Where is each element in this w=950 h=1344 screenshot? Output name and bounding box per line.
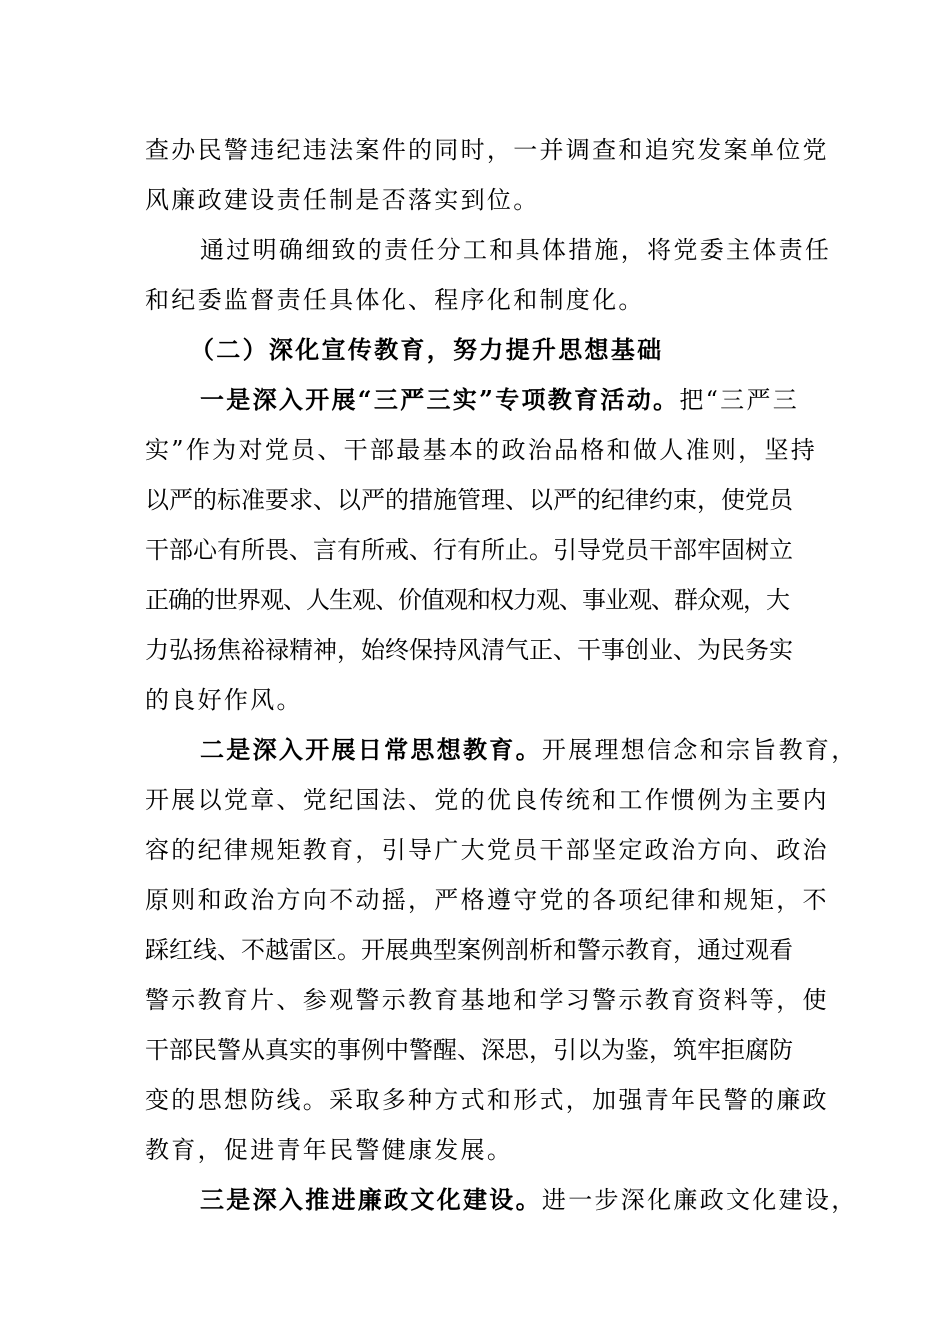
paragraph-line: 变的思想防线。采取多种方式和形式，加强青年民警的廉政 [145,1086,829,1114]
paragraph-line: 教育，促进青年民警健康发展。 [145,1136,514,1164]
paragraph-line: 以严的标准要求、以严的措施管理、以严的纪律约束，使党员 [145,486,793,514]
paragraph-line: 风廉政建设责任制是否落实到位。 [145,186,540,214]
paragraph-line: 正确的世界观、人生观、价值观和权力观、事业观、群众观，大 [145,586,789,614]
paragraph-line: 踩红线、不越雷区。开展典型案例剖析和警示教育，通过观看 [145,936,793,964]
paragraph-lead: 一是深入开展“三严三实”专项教育活动。 [200,385,680,414]
paragraph-line: 和纪委监督责任具体化、程序化和制度化。 [145,286,645,314]
paragraph-text: 进一步深化廉政文化建设， [541,1186,858,1214]
paragraph-lead: 二是深入开展日常思想教育。 [200,735,542,764]
paragraph-line: 干部心有所畏、言有所戒、行有所止。引导党员干部牢固树立 [145,536,793,564]
paragraph-line [200,730,858,770]
paragraph-line: 原则和政治方向不动摇，严格遵守党的各项纪律和规矩，不 [145,886,829,914]
paragraph-lead: 三是深入推进廉政文化建设。 [200,1185,542,1214]
paragraph-line [200,1180,858,1220]
paragraph-line: 容的纪律规矩教育，引导广大党员干部坚定政治方向、政治 [145,836,829,864]
paragraph-line: 警示教育片、参观警示教育基地和学习警示教育资料等，使 [145,986,829,1014]
paragraph-line: 查办民警违纪违法案件的同时，一并调查和追究发案单位党 [145,136,829,164]
paragraph-line: 力弘扬焦裕禄精神，始终保持风清气正、干事创业、为民务实 [145,636,793,664]
section-heading: （二）深化宣传教育，努力提升思想基础 [190,335,664,364]
paragraph-text: 开展理想信念和宗旨教育， [541,736,858,764]
paragraph-line: 的良好作风。 [145,686,303,714]
paragraph-line: 干部民警从真实的事例中警醒、深思，引以为鉴，筑牢拒腐防 [145,1036,793,1064]
paragraph-line [200,380,830,420]
paragraph-text: 把“三严三 [679,386,800,414]
paragraph-line: 通过明确细致的责任分工和具体措施，将党委主体责任 [200,236,832,264]
paragraph-line: 实”作为对党员、干部最基本的政治品格和做人准则，坚持 [145,436,818,464]
paragraph-line: 开展以党章、党纪国法、党的优良传统和工作惯例为主要内 [145,786,829,814]
